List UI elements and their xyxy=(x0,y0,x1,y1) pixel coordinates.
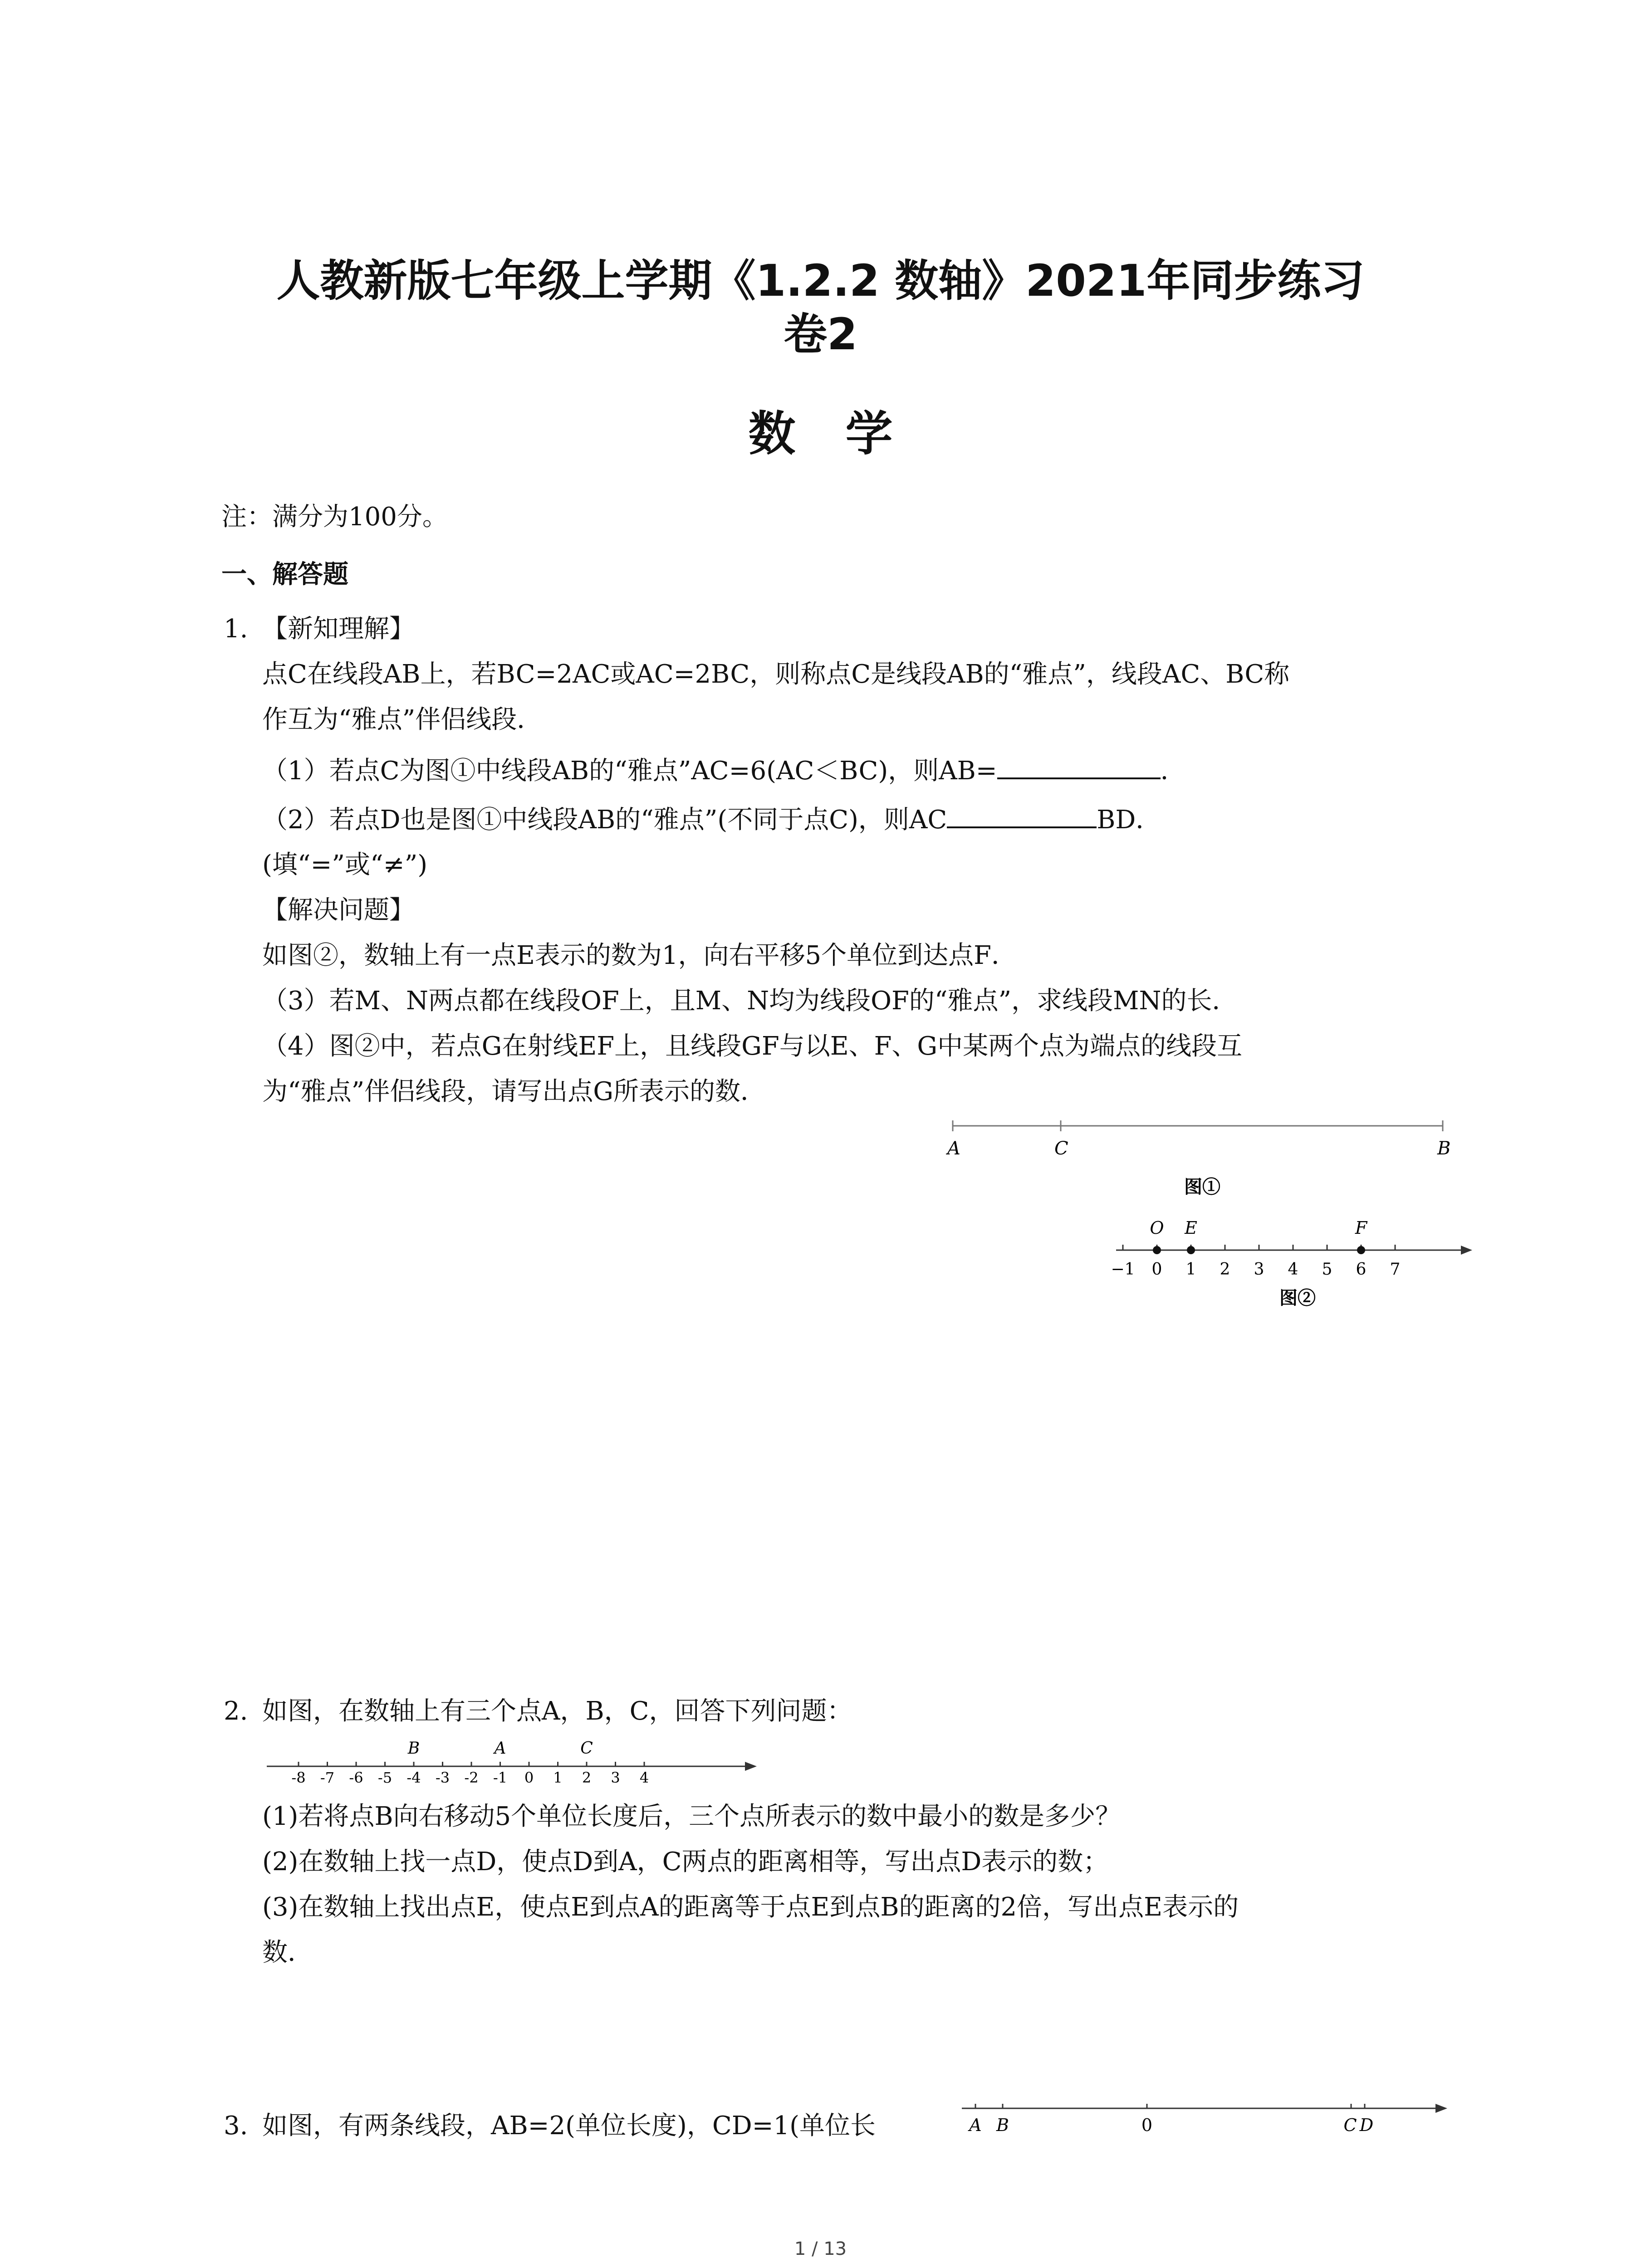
q1-part-2-end: BD． xyxy=(1097,805,1161,835)
q1-part-2-hint: (填“=”或“≠”) xyxy=(262,850,428,880)
question-number: 2. xyxy=(224,1696,248,1726)
tick-label: -4 xyxy=(407,1769,421,1786)
figure-2-number-line xyxy=(1107,1207,1479,1315)
page-number: 1 / 13 xyxy=(794,2239,847,2259)
axis-ticks xyxy=(291,1762,649,1786)
tick-label: 5 xyxy=(1322,1260,1332,1279)
score-note: 注：满分为100分。 xyxy=(221,502,448,532)
label-zero: 0 xyxy=(1141,2115,1153,2135)
tick-label: 0 xyxy=(1151,1260,1162,1279)
tick-label: 4 xyxy=(1288,1260,1298,1279)
tick-label: 2 xyxy=(582,1769,592,1786)
label-a: A xyxy=(947,1138,960,1159)
q2-sub-3-line-2: 数． xyxy=(262,1938,313,1967)
point-label-c: C xyxy=(580,1739,593,1758)
label-d: D xyxy=(1359,2115,1374,2135)
point-dot-o xyxy=(1153,1246,1161,1254)
answer-blank[interactable] xyxy=(947,803,1097,828)
tick-label: 3 xyxy=(611,1769,620,1786)
question-number: 3. xyxy=(224,2111,248,2141)
q2-text: 如图，在数轴上有三个点A，B，C，回答下列问题： xyxy=(262,1696,852,1726)
q1-part-4-line-1: （4）图②中，若点G在射线EF上，且线段GF与以E、F、G中某两个点为端点的线段互 xyxy=(262,1031,1243,1061)
q3-number-line xyxy=(953,2091,1456,2141)
point-label-e: E xyxy=(1185,1218,1197,1238)
tick-label: -1 xyxy=(493,1769,508,1786)
label-b: B xyxy=(996,2115,1009,2135)
tick-label: -8 xyxy=(291,1769,306,1786)
title-line-2: 卷2 xyxy=(784,309,857,360)
axis-arrow-icon xyxy=(745,1762,757,1771)
question-number: 1. xyxy=(224,614,248,644)
tick-label: 2 xyxy=(1220,1260,1230,1279)
tick-label: 1 xyxy=(553,1769,563,1786)
tick-label: 6 xyxy=(1356,1260,1367,1279)
tick-label: 3 xyxy=(1254,1260,1264,1279)
q1-intro-line-1: 点C在线段AB上，若BC=2AC或AC=2BC，则称点C是线段AB的“雅点”，线段AC、BC称 xyxy=(262,660,1290,689)
label-c: C xyxy=(1054,1138,1068,1159)
figure-2-caption: 图② xyxy=(1279,1287,1316,1309)
tick-label: −1 xyxy=(1111,1260,1135,1279)
q2-sub-1: (1)若将点B向右移动5个单位长度后，三个点所表示的数中最小的数是多少？ xyxy=(262,1802,1121,1831)
q1-part-1-text: （1）若点C为图①中线段AB的“雅点”AC=6(AC＜BC)，则AB= xyxy=(262,756,997,786)
axis-arrow-icon xyxy=(1435,2104,1447,2113)
title-line-1: 人教新版七年级上学期《1.2.2 数轴》2021年同步练习 xyxy=(276,255,1365,306)
label-c: C xyxy=(1343,2115,1357,2135)
q3-text: 如图，有两条线段，AB=2(单位长度)，CD=1(单位长 xyxy=(262,2111,876,2141)
point-label-a: A xyxy=(494,1739,506,1758)
q1-part-2 xyxy=(262,803,1161,836)
label-a: A xyxy=(969,2115,982,2135)
subject-heading: 数学 xyxy=(748,406,943,461)
tick-label: -7 xyxy=(320,1769,335,1786)
tick-label: -6 xyxy=(349,1769,363,1786)
tick-label: 0 xyxy=(524,1769,534,1786)
tick-label: 7 xyxy=(1390,1260,1401,1279)
axis-arrow-icon xyxy=(1461,1246,1472,1255)
tag-solve-problem: 【解决问题】 xyxy=(262,895,415,925)
figure-1-caption: 图① xyxy=(1184,1176,1220,1198)
point-dot-e xyxy=(1187,1246,1195,1254)
label-b: B xyxy=(1437,1138,1451,1159)
page-title xyxy=(0,254,1641,361)
section-heading: 一、解答题 xyxy=(221,560,348,589)
tag-new-knowledge: 【新知理解】 xyxy=(262,614,415,644)
tick-label: -2 xyxy=(464,1769,479,1786)
q1-part-1-end: ． xyxy=(1160,756,1186,786)
point-label-f: F xyxy=(1355,1218,1367,1238)
q1-intro-line-2: 作互为“雅点”伴侣线段． xyxy=(262,705,543,734)
tick-label: 4 xyxy=(639,1769,649,1786)
tick-label: -5 xyxy=(377,1769,392,1786)
point-dot-f xyxy=(1357,1246,1365,1254)
q2-number-line xyxy=(262,1733,770,1787)
q2-sub-3-line-1: (3)在数轴上找出点E，使点E到点A的距离等于点E到点B的距离的2倍，写出点E表示的 xyxy=(262,1892,1239,1922)
q1-part-3: （3）若M、N两点都在线段OF上，且M、N均为线段OF的“雅点”，求线段MN的长． xyxy=(262,986,1238,1016)
q1-part-4-line-2: 为“雅点”伴侣线段，请写出点G所表示的数． xyxy=(262,1077,766,1106)
axis-points xyxy=(407,1739,593,1758)
q1-solve-intro: 如图②，数轴上有一点E表示的数为1，向右平移5个单位到达点F． xyxy=(262,941,1017,970)
q2-sub-2: (2)在数轴上找一点D，使点D到A，C两点的距离相等，写出点D表示的数； xyxy=(262,1847,1109,1877)
answer-blank[interactable] xyxy=(997,754,1161,779)
tick-label: 1 xyxy=(1185,1260,1196,1279)
tick-label: -3 xyxy=(435,1769,450,1786)
q1-part-2-text: （2）若点D也是图①中线段AB的“雅点”(不同于点C)，则AC xyxy=(262,805,947,835)
point-label-b: B xyxy=(407,1739,420,1758)
point-label-o: O xyxy=(1150,1218,1164,1238)
q1-part-1 xyxy=(262,754,1186,787)
figure-1-segment xyxy=(944,1107,1461,1211)
